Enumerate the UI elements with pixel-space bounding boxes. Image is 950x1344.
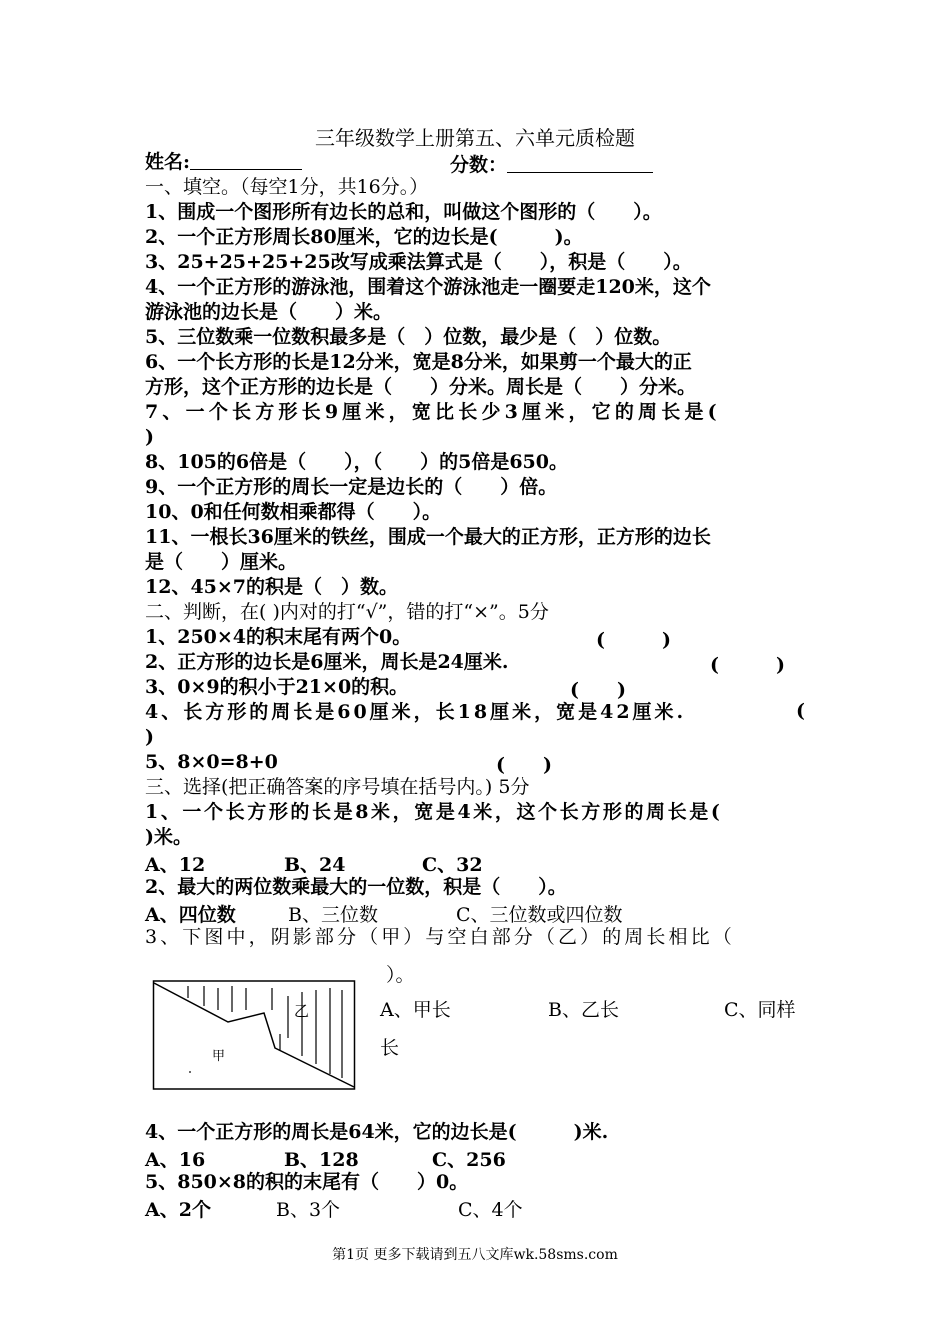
option-b: B、3个 xyxy=(276,1199,341,1221)
option-a: A、四位数 xyxy=(145,904,236,926)
option-b: B、128 xyxy=(284,1149,359,1171)
score-blank xyxy=(507,154,653,173)
page-footer: 第1页 更多下载请到五八文库wk.58sms.com xyxy=(332,1247,618,1263)
sec1-line: 4、一个正方形的游泳池，围着这个游泳池走一圈要走120米，这个 xyxy=(145,276,711,298)
sec1-line: ) xyxy=(145,426,154,448)
judge-item: 3、0×9的积小于21×0的积。 xyxy=(145,676,409,698)
score-row xyxy=(450,150,653,177)
judge-paren: ( ) xyxy=(710,654,785,676)
sec1-line: 是（ ）厘米。 xyxy=(145,551,298,573)
sec1-line: 游泳池的边长是（ ）米。 xyxy=(145,301,393,323)
sec1-line: 11、一根长36厘米的铁丝，围成一个最大的正方形，正方形的边长 xyxy=(145,526,711,548)
sec1-line: 方形，这个正方形的边长是（ ）分米。周长是（ ）分米。 xyxy=(145,376,697,398)
option-b: B、乙长 xyxy=(548,999,619,1021)
option-b: B、24 xyxy=(284,854,346,876)
score-label: 分数： xyxy=(450,154,508,176)
name-label: 姓名: xyxy=(145,151,191,173)
sec2-heading: 二、判断，在( )内对的打“√”，错的打“×”。5分 xyxy=(145,601,549,623)
label-yi: 乙 xyxy=(294,1002,310,1020)
sec1-heading: 一、填空。（每空1分，共16分。） xyxy=(145,176,429,198)
option-c: C、同样 xyxy=(724,999,796,1021)
sec1-line: 2、一个正方形周长80厘米，它的边长是( )。 xyxy=(145,226,583,248)
sec1-line: 8、105的6倍是（ ），（ ）的5倍是650。 xyxy=(145,451,568,473)
option-a: A、12 xyxy=(145,854,206,876)
option-b: B、三位数 xyxy=(288,904,378,926)
option-a: A、甲长 xyxy=(380,999,451,1021)
option-c: C、4个 xyxy=(458,1199,523,1221)
option-c: C、256 xyxy=(432,1149,506,1171)
option-c-wrap: 长 xyxy=(380,1037,400,1059)
perimeter-figure xyxy=(152,978,358,1092)
sec1-line: 3、25+25+25+25改写成乘法算式是（ ），积是（ ）。 xyxy=(145,251,692,273)
judge-item: 5、8×0=8+0 xyxy=(145,751,278,773)
judge-item: 4、长方形的周长是60厘米，长18厘米，宽是42厘米. xyxy=(145,701,687,723)
divider-line xyxy=(154,983,354,1087)
choice-q2: 2、最大的两位数乘最大的一位数，积是（ ）。 xyxy=(145,876,567,898)
sec1-line: 9、一个正方形的周长一定是边长的（ ）倍。 xyxy=(145,476,558,498)
judge-paren: ( ) xyxy=(496,754,552,776)
judge-paren: ( ) xyxy=(596,629,671,651)
dot-mark xyxy=(189,1071,191,1073)
name-blank xyxy=(190,151,302,170)
hatch-marks xyxy=(188,986,342,1078)
sec1-line: 7、一个长方形长9厘米，宽比长少3厘米，它的周长是( xyxy=(145,401,721,423)
option-a: A、16 xyxy=(145,1149,206,1171)
option-a: A、2个 xyxy=(145,1199,211,1221)
sec3-heading: 三、选择(把正确答案的序号填在括号内。) 5分 xyxy=(145,776,530,798)
choice-q1: 1、一个长方形的长是8米，宽是4米，这个长方形的周长是( xyxy=(145,801,723,823)
choice-q3-tail: ）。 xyxy=(386,964,415,986)
sec1-line: 6、一个长方形的长是12分米，宽是8分米，如果剪一个最大的正 xyxy=(145,351,692,373)
option-c: C、三位数或四位数 xyxy=(456,904,623,926)
judge-paren: ( xyxy=(796,700,805,722)
choice-q1-tail: )米。 xyxy=(145,826,192,848)
judge-item: 2、正方形的边长是6厘米，周长是24厘米. xyxy=(145,651,509,673)
choice-q3: 3、下图中，阴影部分（甲）与空白部分（乙）的周长相比（ xyxy=(145,926,735,948)
judge-paren: ( ) xyxy=(570,679,626,701)
judge-item: 1、250×4的积末尾有两个0。 xyxy=(145,626,412,648)
page-title: 三年级数学上册第五、六单元质检题 xyxy=(315,126,635,150)
sec1-line: 1、围成一个图形所有边长的总和，叫做这个图形的（ ）。 xyxy=(145,201,662,223)
judge-item: ) xyxy=(145,726,154,748)
option-c: C、32 xyxy=(422,854,483,876)
choice-q5: 5、850×8的积的末尾有（ ）0。 xyxy=(145,1171,469,1193)
choice-q4: 4、一个正方形的周长是64米，它的边长是( )米. xyxy=(145,1121,609,1143)
label-jia: 甲 xyxy=(212,1049,226,1064)
sec1-line: 10、0和任何数相乘都得（ ）。 xyxy=(145,501,442,523)
sec1-line: 5、三位数乘一位数积最多是（ ）位数，最少是（ ）位数。 xyxy=(145,326,672,348)
sec1-line: 12、45×7的积是（ ）数。 xyxy=(145,576,399,598)
